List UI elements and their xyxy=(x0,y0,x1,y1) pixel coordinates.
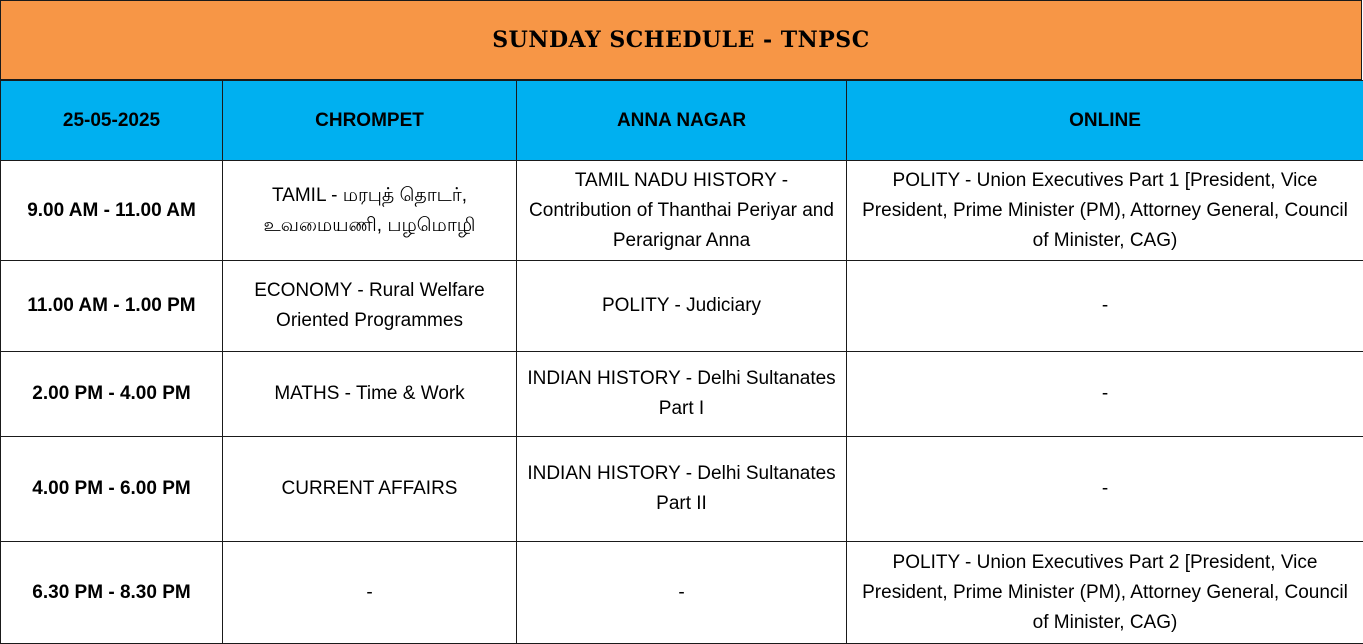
table-row xyxy=(1,261,1363,352)
table-row xyxy=(1,542,1363,644)
header-date: 25-05-2025 xyxy=(1,81,223,161)
time-slot: 2.00 PM - 4.00 PM xyxy=(1,352,223,437)
time-slot: 6.30 PM - 8.30 PM xyxy=(1,542,223,644)
header-anna-nagar: ANNA NAGAR xyxy=(517,81,847,161)
table-row xyxy=(1,352,1363,437)
anna-nagar-cell: POLITY - Judiciary xyxy=(517,261,847,352)
time-slot: 11.00 AM - 1.00 PM xyxy=(1,261,223,352)
schedule-table xyxy=(0,80,1363,644)
header-online: ONLINE xyxy=(847,81,1363,161)
table-row xyxy=(1,437,1363,542)
time-slot: 4.00 PM - 6.00 PM xyxy=(1,437,223,542)
chrompet-cell: MATHS - Time & Work xyxy=(223,352,517,437)
online-cell: - xyxy=(847,261,1363,352)
chrompet-cell: TAMIL - மரபுத் தொடர், உவமையணி, பழமொழி xyxy=(223,161,517,261)
schedule-title: SUNDAY SCHEDULE - TNPSC xyxy=(0,0,1362,80)
chrompet-cell: ECONOMY - Rural Welfare Oriented Programmes xyxy=(223,261,517,352)
chrompet-cell: CURRENT AFFAIRS xyxy=(223,437,517,542)
chrompet-cell: - xyxy=(223,542,517,644)
online-cell: - xyxy=(847,352,1363,437)
anna-nagar-cell: INDIAN HISTORY - Delhi Sultanates Part I xyxy=(517,352,847,437)
anna-nagar-cell: - xyxy=(517,542,847,644)
time-slot: 9.00 AM - 11.00 AM xyxy=(1,161,223,261)
table-row xyxy=(1,161,1363,261)
online-cell: POLITY - Union Executives Part 2 [President, Vice President, Prime Minister (PM), Attorney General, Council of Minister, CAG) xyxy=(847,542,1363,644)
anna-nagar-cell: INDIAN HISTORY - Delhi Sultanates Part II xyxy=(517,437,847,542)
online-cell: - xyxy=(847,437,1363,542)
anna-nagar-cell: TAMIL NADU HISTORY - Contribution of Thanthai Periyar and Perarignar Anna xyxy=(517,161,847,261)
header-row xyxy=(1,81,1363,161)
header-chrompet: CHROMPET xyxy=(223,81,517,161)
online-cell: POLITY - Union Executives Part 1 [President, Vice President, Prime Minister (PM), Attorney General, Council of Minister, CAG) xyxy=(847,161,1363,261)
